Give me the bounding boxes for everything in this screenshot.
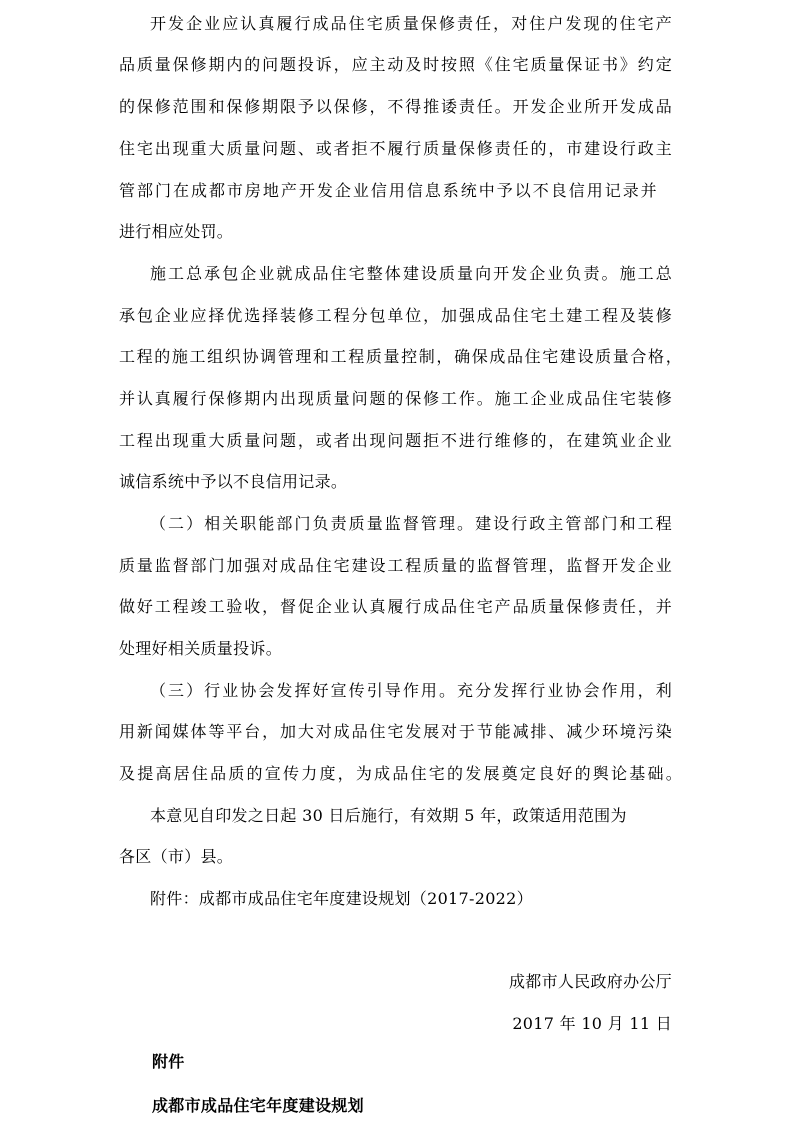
para3-line3: 做好工程竣工验收，督促企业认真履行成品住宅产品质量保修责任，并	[119, 597, 672, 616]
para5-line1: 本意见自印发之日起 30 日后施行，有效期 5 年，政策适用范围为	[150, 806, 627, 825]
para2-line2: 承包企业应择优选择装修工程分包单位，加强成品住宅土建工程及装修	[119, 306, 672, 325]
para2-line1: 施工总承包企业就成品住宅整体建设质量向开发企业负责。施工总	[150, 264, 672, 283]
para4-line1: （三）行业协会发挥好宣传引导作用。充分发挥行业协会作用，利	[150, 681, 672, 700]
issuer-signature: 成都市人民政府办公厅	[508, 972, 672, 991]
appendix-title: 成都市成品住宅年度建设规划	[152, 1096, 364, 1115]
para1-line1: 开发企业应认真履行成品住宅质量保修责任，对住户发现的住宅产	[150, 14, 672, 33]
para4-line3: 及提高居住品质的宣传力度，为成品住宅的发展奠定良好的舆论基础。	[119, 764, 682, 783]
issue-date: 2017 年 10 月 11 日	[512, 1014, 672, 1033]
para4-line2: 用新闻媒体等平台，加大对成品住宅发展对于节能减排、减少环境污染	[119, 722, 672, 741]
para1-line6: 进行相应处罚。	[119, 222, 234, 241]
para3-line1: （二）相关职能部门负责质量监督管理。建设行政主管部门和工程	[150, 514, 672, 533]
para1-line5: 管部门在成都市房地产开发企业信用信息系统中予以不良信用记录并	[119, 181, 657, 200]
para2-line5: 工程出现重大质量问题，或者出现问题拒不进行维修的，在建筑业企业	[119, 431, 672, 450]
attachment-line: 附件：成都市成品住宅年度建设规划（2017-2022）	[150, 889, 533, 908]
para1-line4: 住宅出现重大质量问题、或者拒不履行质量保修责任的，市建设行政主	[119, 139, 672, 158]
para2-line4: 并认真履行保修期内出现质量问题的保修工作。施工企业成品住宅装修	[119, 389, 672, 408]
para3-line2: 质量监督部门加强对成品住宅建设工程质量的监督管理，监督开发企业	[119, 556, 672, 575]
appendix-heading: 附件	[152, 1052, 185, 1071]
para1-line2: 品质量保修期内的问题投诉，应主动及时按照《住宅质量保证书》约定	[119, 55, 672, 74]
para1-line3: 的保修范围和保修期限予以保修，不得推诿责任。开发企业所开发成品	[119, 97, 672, 116]
para2-line6: 诚信系统中予以不良信用记录。	[119, 472, 348, 491]
para2-line3: 工程的施工组织协调管理和工程质量控制，确保成品住宅建设质量合格，	[119, 347, 682, 366]
para5-line2: 各区（市）县。	[119, 847, 234, 866]
para3-line4: 处理好相关质量投诉。	[119, 639, 283, 658]
